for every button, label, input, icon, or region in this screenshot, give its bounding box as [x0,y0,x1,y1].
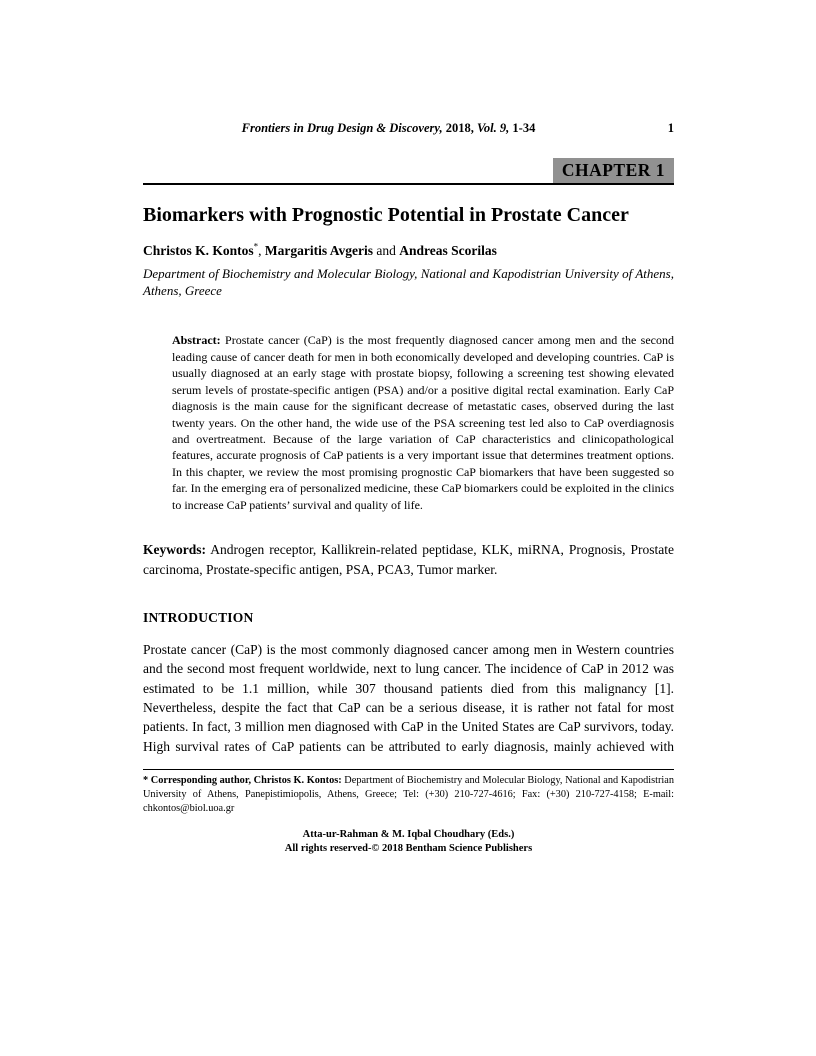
keywords-label: Keywords: [143,542,206,558]
author-name: Andreas Scorilas [399,243,497,259]
journal-volume: Vol. 9, [476,121,510,135]
keywords-text: Androgen receptor, Kallikrein-related peptidase, KLK, miRNA, Prognosis, Prostate carcinoma, Prostate-specific antigen, PSA, PCA3, Tumor marker. [143,542,674,578]
author-separator: and [372,243,400,259]
journal-pages: 1-34 [509,121,536,135]
chapter-rule [143,158,674,185]
editors-line: Atta-ur-Rahman & M. Iqbal Choudhary (Eds.) [302,829,515,841]
introduction-paragraph: Prostate cancer (CaP) is the most commonly diagnosed cancer among men in Western countries and the second most frequent worldwide, next to lung cancer. The incidence of CaP in 2012 was estimated to be 1.1 million, while 307 thousand patients died from this malignancy [1]. Nevertheless, despite the fact that CaP can be a serious disease, it is rather not fatal for most patients. In fact, 3 million men diagnosed with CaP in the United States are CaP survivors, today. High survival rates of CaP patients can be attributed to early diagnosis, mainly achieved with [143,641,674,754]
footnote-label: Corresponding author, Christos K. Kontos: [148,775,342,787]
section-heading-introduction: INTRODUCTION [143,609,254,625]
author-name: Margaritis Avgeris [264,243,373,259]
affiliation: Department of Biochemistry and Molecular Biology, National and Kapodistrian University of Athens, Athens, Greece [143,265,674,298]
author-separator: , [258,243,265,259]
abstract-text: Prostate cancer (CaP) is the most frequently diagnosed cancer among men and the second leading cause of cancer death for men in both economically developed and developing countries. CaP is usually diagnosed at an early stage with prostate biopsy, following a screening test showing elevated serum levels of prostate-specific antigen (PSA) and/or a positive digital rectal examination. Early CaP diagnosis is the main cause for the significant decrease of metastatic cases, observed during the last twenty years. On the other hand, the wide use of the PSA screening test led also to CaP overdiagnosis and overtreatment. Because of the large variation of CaP characteristics and clinicopathological features, accurate prognosis of CaP patients is a very important issue that determines treatment options. In this chapter, we review the most promising prognostic CaP biomarkers that have been suggested so far. In the emerging era of personalized medicine, these CaP biomarkers could be exploited in the clinics to increase CaP patients’ survival and quality of life. [172,333,674,512]
chapter-badge: CHAPTER 1 [553,158,674,183]
authors-line [143,242,674,260]
page-number: 1 [667,121,674,135]
journal-title: Frontiers in Drug Design & Discovery, [241,121,443,135]
author-name: Christos K. Kontos [143,243,254,259]
copyright-line: All rights reserved-© 2018 Bentham Science Publishers [284,843,533,855]
keywords-block [143,540,674,581]
running-head [143,120,674,136]
abstract-block [172,332,674,513]
footnote-text: Department of Biochemistry and Molecular Biology, National and Kapodistrian University of Athens, Panepistimiopolis, Athens, Greece; Tel: (+30) 210-727-4616; Fax: (+30) 210-727-4158; E-mail: chkontos@biol.uoa.gr [143,775,674,814]
abstract-label: Abstract: [172,333,221,348]
journal-year: 2018, [442,121,477,135]
corresponding-author-marker: * [253,241,259,252]
article-title: Biomarkers with Prognostic Potential in Prostate Cancer [143,203,629,226]
corresponding-author-footnote [143,769,674,815]
footnote-marker: * [143,775,149,787]
publisher-footer [143,828,674,856]
